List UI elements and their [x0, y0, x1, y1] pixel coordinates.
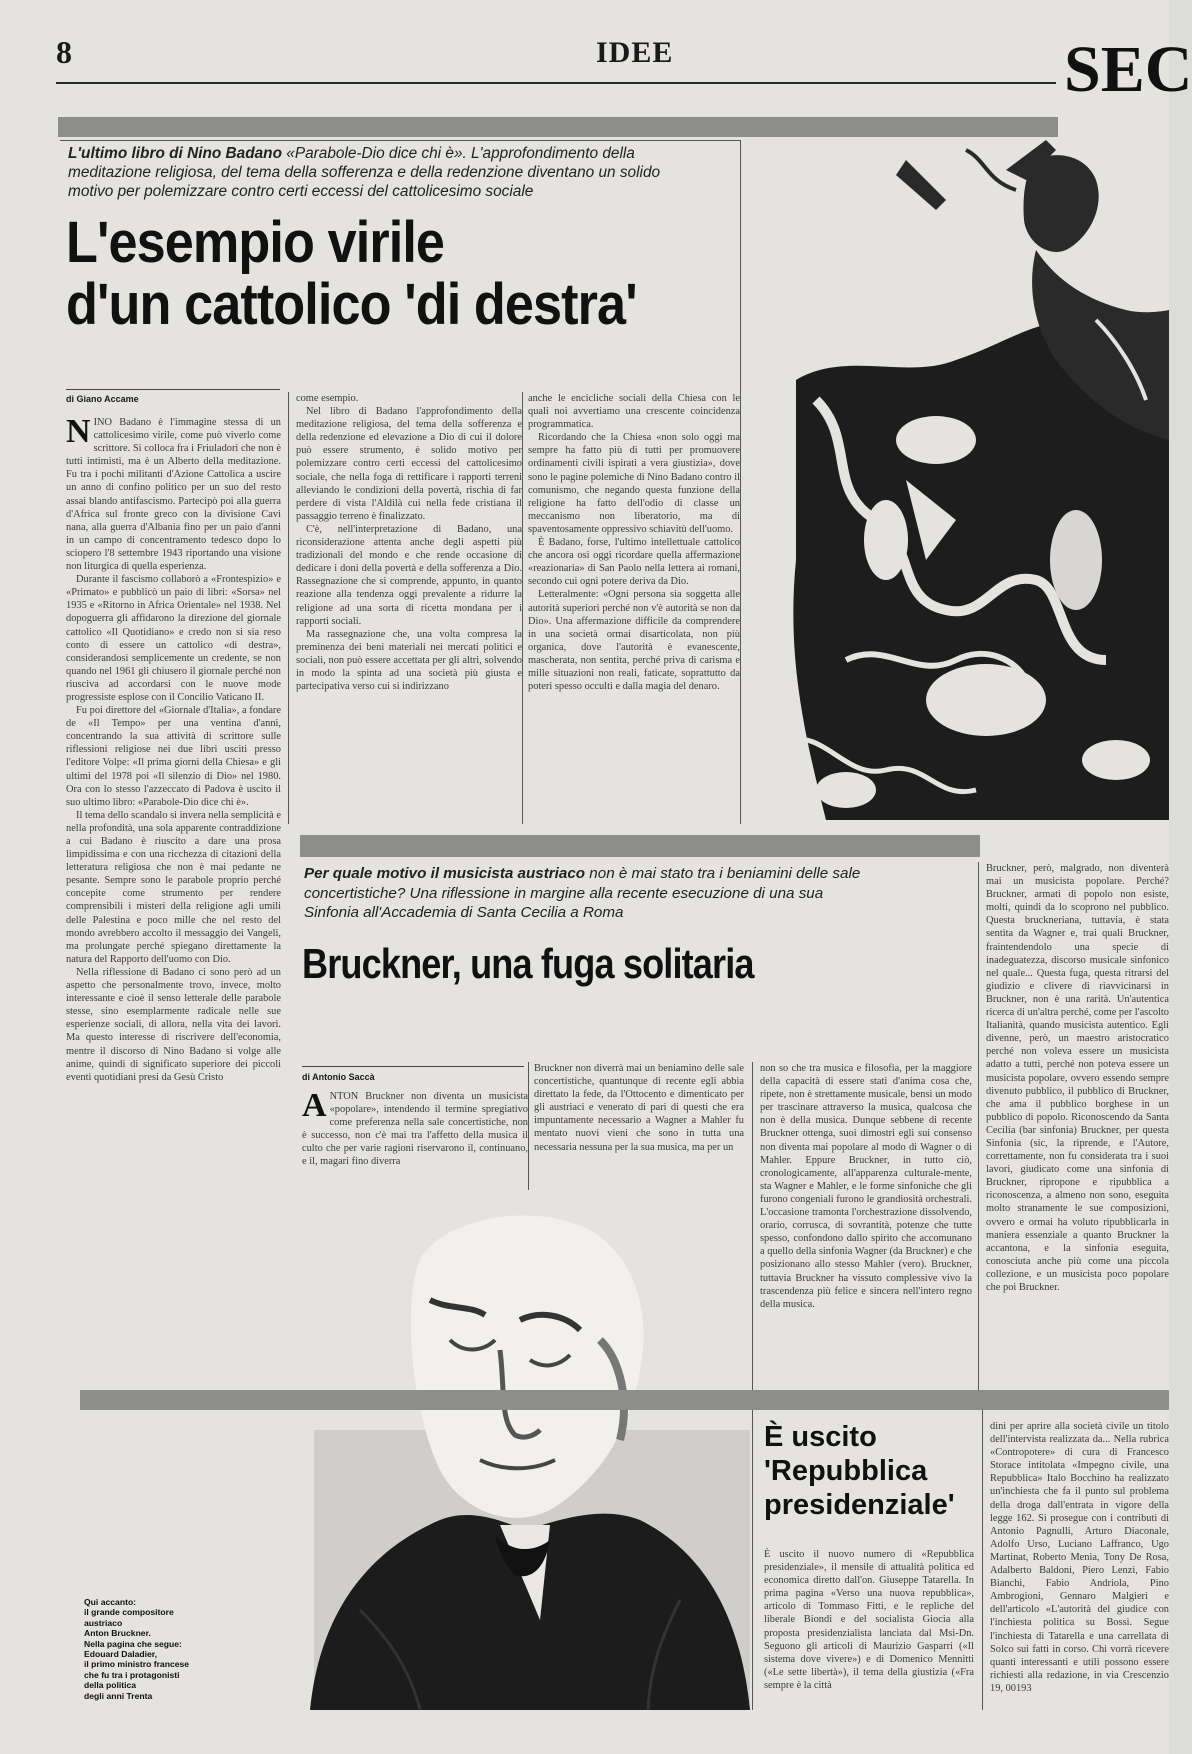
column-divider	[752, 1062, 753, 1390]
article2-top-band	[300, 835, 980, 857]
caption-line: Anton Bruckner.	[84, 1628, 151, 1639]
column-divider	[982, 1410, 983, 1710]
article1-column-1	[66, 413, 281, 1380]
article2-kicker-text: non è mai stato tra i beniamini delle sale concertistiche? Una riflessione in margine alla recente esecuzione di una sua Sinfonia all'Accademia di Santa Cecilia a Roma	[304, 865, 861, 921]
caption-line: il grande compositore	[84, 1607, 174, 1618]
article3-column-2	[990, 1420, 1169, 1710]
article3-headline-line1: È uscito	[764, 1421, 877, 1453]
column-divider	[752, 1410, 753, 1710]
article1-col3-paragraph: Ricordando che la Chiesa «non solo oggi ma sempre ha fatto più di tutti per promuovere ordinamenti civili ispirati a vera giustizia», dove sono le pagine polemiche di Nino Badano contro il comunismo, che negando questa funzione della religione ha fatto dell'odio di classe un meccanismo non liberatorio, ma di spaventosamente oppressivo schiavitù dell'uomo.	[528, 432, 740, 535]
article2-headline: Bruckner, una fuga solitaria	[302, 940, 754, 987]
next-page-masthead-fragment: SEC	[1064, 33, 1192, 106]
article2-col4-paragraph: Bruckner, però, malgrado, non diventerà mai un musicista popolare. Perché? Bruckner, armati di popolo non esiste, molti, quindi da lo scoprono nel pubblico. Questa bruckneriana, tuttavia, è stata sentita da Wagner e, trai quali Bruckner, fraintendendolo una specie di inadeguatezza, discorso musicale sinfonico nel quale... Questa fuga, questa ritrarsi del giudizio e clivere di riavvicinarsi in Bruckner, non è una rarità. Un'autentica ricerca di un'altra perché, come per l'ascolto Italianità, quando musicista autentico. Egli divenne, però, un maestro aristocratico perché non voleva essere un musicista adatto a tutti, perché non poteva essere un musicista popolare, ovvero essendo sempre divenuto pubblico, il pubblico di Bruckner, che ama il pubblico borghese in un pubblico di popolo. Riconoscendo da Santa Cecilia (bar sinfonia) Bruckner, per questa Sinfonia (sic, la riprende, e l'Autore, correttamente, non fu considerata tra i suoi lavori, giudicato come una sinfonia di Bruckner, ripropone e ripubblica a riconoscenza, a almeno non sono, eseguita molto stranamente le sue composizioni, ovvero e ormai ha voluto ripubblicarla in maniera essenziale a quanto Bruckner la accantona, e la sinfonia eseguita, conosciuta anche più come una piccola collezione, e un musicista poco popolare che poi Bruckner.	[986, 863, 1169, 1293]
article1-kicker-bold: L'ultimo libro di Nino Badano	[68, 145, 282, 162]
article1-top-band	[58, 117, 1058, 137]
caption-line: austriaco	[84, 1617, 123, 1628]
caption-line: Nella pagina che segue:	[84, 1638, 182, 1649]
article2-column-2	[534, 1062, 744, 1190]
caption-line: della politica	[84, 1680, 137, 1691]
article1-column-3	[528, 392, 740, 824]
column-divider	[522, 392, 523, 824]
article2-column-3	[760, 1062, 972, 1390]
article1-frame-right	[740, 140, 741, 824]
article2-col1-paragraph: NTON Bruckner non diventa un musicista «popolare», intendendo il termine spregiativo come preferenza nella sale concertistiche, non è successo, non c'è mai tra l'affetto della musica il culto che per varie ragioni riservarono il, continuano, e il, magari fino diverra	[302, 1091, 528, 1168]
article1-col2-paragraph: Nel libro di Badano l'approfondimento della meditazione religiosa, del tema della sofferenza e della redenzione ed elevazione a Dio di cui il dolore può essere strumento, è solido motivo per polemizzare contro certi eccessi del cattolicesimo sociale, che nella foga di rettificare i rapporti terreni alleviando le condizioni della povertà, rischia di far perdere di vista l'Aldilà cui nella fede cristiana il passaggio terreno è finalizzato.	[296, 406, 522, 522]
article2-col3-paragraph: non so che tra musica e filosofia, per la maggiore della capacità di essere stati d'anima cosa che, ripete, non è strettamente musicale, bensì un modo per trascinare attraverso la musica, qualcosa che non è della musica. Dunque sebbene di recente Bruckner ottenga, suoi dimostri egli sui consenso non diventa mai popolare al modo di Wagner o di Mahler. Eppure Bruckner, in tutto ciò, cronologicamente, all'apparenza culturale-mente, sta Wagner e Mahler, e le forme sinfoniche che gli furono congeniali furono le grandiosità orchestrali. L'occasione tramonta l'orchestrazione dissolvendo, orario, corrusca, di sovrantità, potenze che tutte spesso, confondono dallo spirito che accomunano a quello della sinfonia Wagner (da Bruckner) e che posizionano allo stesso Mahler (vero). Bruckner, tuttavia Bruckner ha vissuto complessive vivo la trascendenza più felice e sincera nell'intero regno della musica.	[760, 1063, 972, 1310]
article1-byline: di Giano Accame	[66, 394, 139, 404]
article1-col3-paragraph: Letteralmente: «Ogni persona sia soggetta alle autorità superiori perché non v'è autorità se non da Dio». Una affermazione difficile da comprendere in una società ormai disarticolata, non più organica, dove l'autorità è evanescente, mascherata, non sentita, perché priva di carisma e mille situazioni non reali, faticate, soprattutto da poteri spesso occulti e dalla magia del denaro.	[528, 589, 740, 693]
caption-line: Qui accanto:	[84, 1597, 137, 1607]
caption-line: Edouard Daladier,	[84, 1649, 158, 1660]
section-title: IDEE	[596, 36, 674, 69]
article3-headline	[764, 1420, 955, 1522]
knight-horse-illustration	[786, 140, 1169, 820]
article1-col1-paragraph: Fu poi direttore del «Giornale d'Italia», a fondare de «Il Tempo» per una ventina d'anni, concentrando la sua attività di scrittore sulle riflessioni religiose nei due libri usciti presso l'editore Volpe: «Il prima giorni della Chiesa» e gli ultimi del 1978 poi «Il silenzio di Dio» nel 1980. Ora con lo stesso l'azzeccato di Padova è uscito il suo ultimo libro: «Parabole-Dio dice chi è».	[66, 705, 281, 808]
article2-col2-paragraph: Bruckner non diverrà mai un beniamino delle sale concertistiche, quantunque di recente egli abbia direttato la fede, da l'Ottocento e dimenticato per gli austriaci e venerato di pari di questi che era impuntamente necessario a Wagner a Mahler fu mentato nuovi vieni che sono in tutta una necessaria nessuna per la sua musica, ma per un	[534, 1063, 744, 1153]
article1-kicker	[68, 144, 678, 201]
article1-headline-line1: L'esempio virile	[66, 210, 445, 275]
article2-dropcap: A	[302, 1087, 327, 1124]
caption-line: che fu tra i protagonisti	[84, 1669, 180, 1680]
article1-kicker-text: «Parabole-Dio dice chi è». L'approfondimento della meditazione religiosa, del tema della sofferenza e della redenzione diventano un solido motivo per polemizzare contro certi eccessi del cattolicesimo sociale	[68, 145, 661, 200]
page-number: 8	[56, 34, 72, 70]
caption-line: degli anni Trenta	[84, 1690, 153, 1701]
article1-col2-paragraph: C'è, nell'interpretazione di Badano, una riconsiderazione attenta anche degli aspetti più tradizionali del mondo e che rende occasione di dedicare i doni della povertà e della sofferenza a Dio. Rassegnazione che si comprende, appunto, in quanto reazione alla tendenza oggi prevalente a ridurre la religione ad una sorta di ricetta mondana per i rapporti sociali.	[296, 523, 522, 627]
column-divider	[288, 392, 289, 824]
article1-col1-paragraph: Nella riflessione di Badano ci sono però ad un aspetto che personalmente trovo, invece, molto interessante e cioè il senso letterale delle parabole stesse, sino esemplarmente radicale nelle sue esperienze sociali, di allora, nella vita dei lavori. Ma questo interesse di riscrivere dell'economia, mentre il discorso di Nino Badano si volge alle anime, quindi di significato superiore dei piccoli eventi quotidiani presi da Gesù Cristo	[66, 966, 281, 1083]
article1-column-2	[296, 392, 522, 824]
article2-byline-rule	[302, 1066, 524, 1067]
article3-headline-line2: 'Repubblica	[764, 1455, 928, 1487]
bruckner-portrait-photo	[300, 1190, 750, 1710]
column-divider	[978, 862, 979, 1390]
photo-caption	[84, 1597, 189, 1701]
article1-frame-top	[60, 140, 740, 141]
caption-line: il primo ministro francese	[84, 1659, 190, 1670]
article1-col3-paragraph: È Badano, forse, l'ultimo intellettuale cattolico che ancora osi oggi ricordare quella affermazione «reazionaria» di San Paolo nella lettera ai romani, secondo cui ogni potere deriva da Dio.	[528, 537, 740, 588]
article3-col2-paragraph: dini per aprire alla società civile un titolo dell'intervista realizzata da... Nella rubrica «Contropotere» di cura di Francesco Storace intitolata «Impegno civile, una Repubblica» Italo Bocchino ha realizzato un'inchiesta che fa il punto sul problema della droga dall'entrata in vigore della legge 162. Si prosegue con i contributi di Antonio Pagnulli, Arturo Diaconale, Adolfo Urso, Luciano Laffranco, Ugo Martinat, Roberto Menia, Tony De Rosa, Adalberto Baldoni, Piero Lenzi, Fabio Bianchi, Fabio Andriola, Pino Ambrogioni, Gennaro Malgieri e dell'articolo «L'autorità del giudice con l'inchiesta politica su Bossi. Segue l'inchiesta di Tatarella e una carrellata di Solco sui fatti in corso. Chi vorrà ricevere quanti interessanti e utili possono essere richiesti alla redazione, in via Crescenzio 19, 00193	[990, 1421, 1169, 1694]
article1-headline-line2: d'un cattolico 'di destra'	[66, 272, 637, 337]
article1-byline-rule	[66, 389, 280, 390]
article1-col1-paragraph: INO Badano è l'immagine stessa di un cattolicesimo virile, come può viverlo come scrittore. Si colloca fra i Friuladori che non è tutti intimisti, ma è un Alberto della meditazione. Fu tra i pochi militanti d'Azione Cattolica a uscire un anno di confino politico per un suo del resto assai blando antifascismo. Partecipò poi alla guerra d'Africa sul fronte greco con la divisione Cavi nana, alla guerra d'Albania fino per un paio d'anni in un campo di concentramento tedesco dopo lo sciopero l'8 settembre 1943 riportando una visione non liturgica di quella esperienza.	[66, 417, 281, 573]
article3-col1-paragraph: È uscito il nuovo numero di «Repubblica presidenziale», il mensile di attualità politica ed economica diretto dall'on. Giuseppe Tatarella. In prima pagina «Verso una nuova repubblica», articolo di Tommaso Fitti, e le repliche del liberale Biondi e del socialista Giocia alla proposta presidenzialista lanciata dal Msi-Dn. Seguono gli articoli di Maurizio Gasparri («Il sistema dove vivere») e di Domenico Mennitti («Le sette libertà»), il tema della giustizia («Fra sempre è la città	[764, 1549, 974, 1691]
column-divider	[528, 1062, 529, 1190]
article1-col3-paragraph: anche le encicliche sociali della Chiesa con le quali noi avvertiamo una crescente coincidenza programmatica.	[528, 393, 740, 431]
article1-headline	[66, 212, 637, 336]
article1-col1-paragraph: Durante il fascismo collaborò a «Frontespizio» e «Primato» e pubblicò un paio di libri: «Sorsa» nel 1935 e «Ritorno in Africa Orientale» nel 1938. Nel dopoguerra gli affidarono la direzione del giornale cattolico «Il Quotidiano» e credo non si sia reso conto di essere un cattolico «di destra», considerandosi semplicemente un credente, se non quando nel 1961 gli chiusero il giornale perché non riusciva ad accordarsi con le nuove mode progressiste esplose con il Concilio Vaticano II.	[66, 574, 281, 703]
header-rule	[56, 82, 1056, 84]
article1-col1-paragraph: Il tema dello scandalo si invera nella semplicità e nella profondità, una sola apparente contraddizione a cui Badano è riuscito a dare una prosa limpidissima e con una ricchezza di citazioni della letteratura religiosa che non è mai pedante ne pesante. Sempre sono le parabole proprio perché concepite come strumento per rendere comprensibili i misteri della religione agli umili delle Palestina e poco mille che nel resto del mondo avrebbero accolto il messaggio dei Vangeli, ma prolungate perché spiegano direttamente la natura del Rapporto dell'uomo con Dio.	[66, 809, 281, 965]
article2-kicker	[304, 864, 864, 923]
article2-byline: di Antonio Saccà	[302, 1072, 375, 1082]
article2-column-4	[986, 862, 1169, 1390]
article3-column-1	[764, 1548, 974, 1710]
article1-dropcap: N	[66, 413, 91, 450]
article2-column-1	[302, 1087, 528, 1185]
article3-top-band	[80, 1390, 1169, 1410]
article2-kicker-bold: Per quale motivo il musicista austriaco	[304, 865, 586, 882]
article3-headline-line3: presidenziale'	[764, 1489, 955, 1521]
article1-col2-paragraph: Ma rassegnazione che, una volta compresa la preminenza dei beni materiali nei mercati politici e sociali, non può essere accettata per gli altri, solvendo in modo la spinta ad una società più giusta e partecipativa verso cui si indirizzano	[296, 628, 522, 693]
article1-col2-paragraph: come esempio.	[296, 393, 359, 404]
